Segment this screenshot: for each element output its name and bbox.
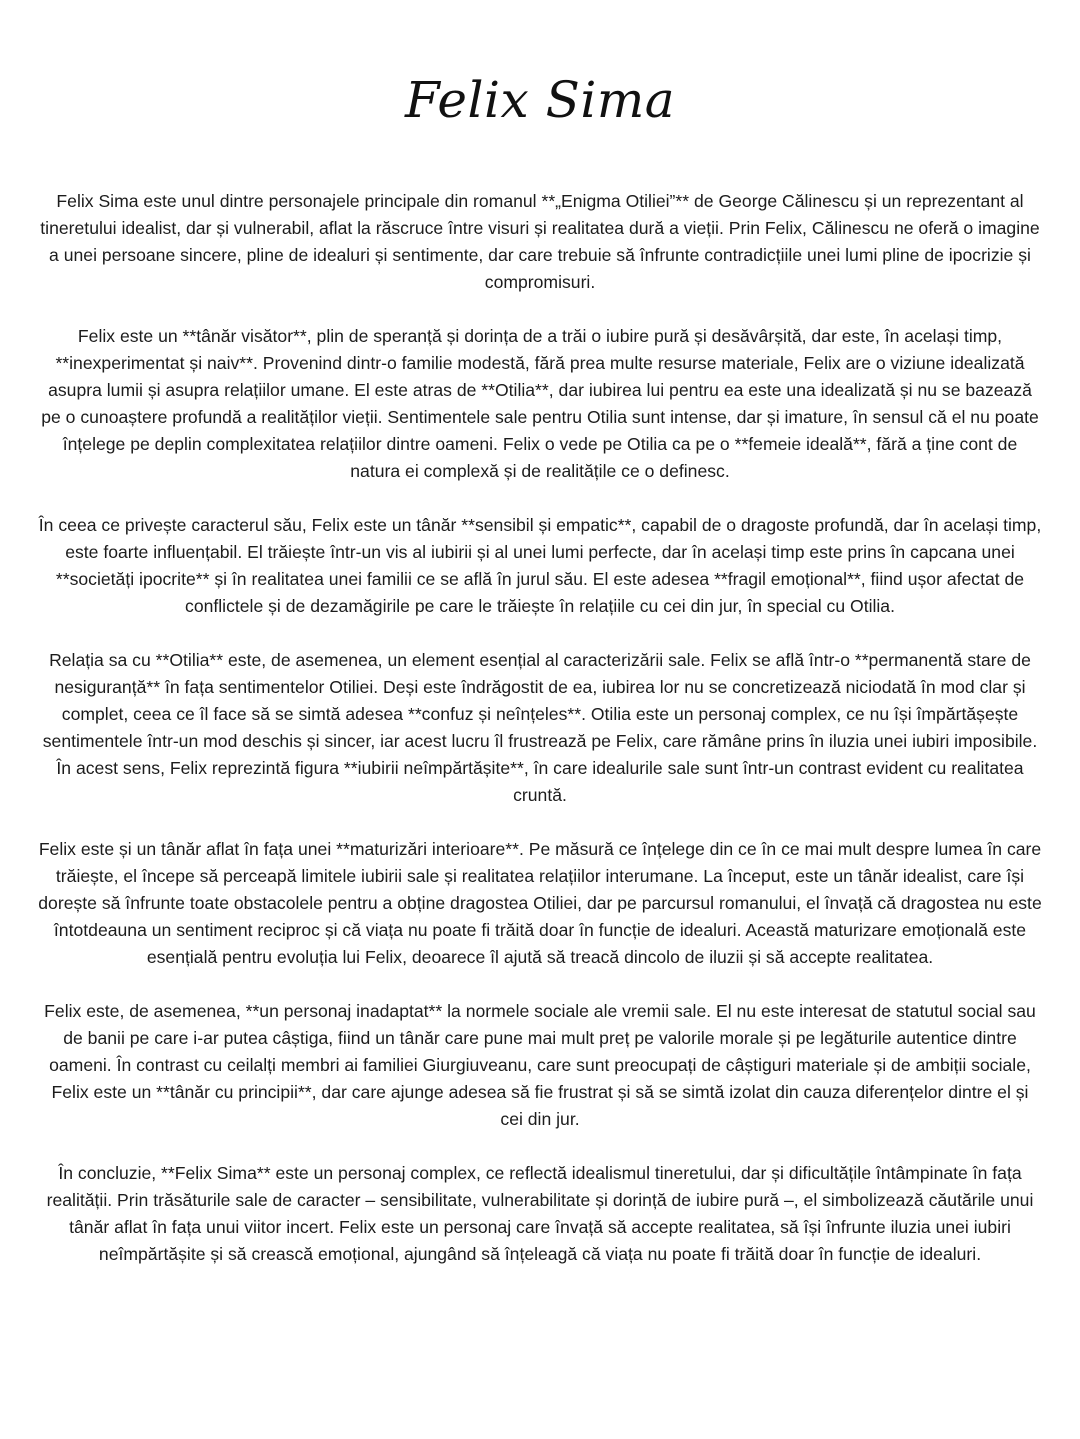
paragraph-character: În ceea ce privește caracterul său, Felix este un tânăr **sensibil și empatic**, capabil de o dragoste profundă, dar în același timp, este foarte influențabil. El trăiește într-un vis al iubirii și al unei lumi perfecte, dar în același timp este prins în capcana unei **societăți ipocrite** și în realitatea unei familii ce se află în jurul său. El este adesea **fragil emoțional**, fiind ușor afectat de conflictele și de dezamăgirile pe care le trăiește în relațiile cu cei din jur, în special cu Otilia. (38, 515, 1042, 616)
paragraph-intro: Felix Sima este unul dintre personajele principale din romanul **„Enigma Otiliei”** de George Călinescu și un reprezentant al tineretului idealist, dar și vulnerabil, aflat la răscruce între visuri și realitatea dură a vieții. Prin Felix, Călinescu ne oferă o imagine a unei persoane sincere, pline de idealuri și sentimente, dar care trebuie să înfrunte contradicțiile unei lumi pline de ipocrizie și compromisuri. (40, 191, 1040, 292)
document-body (38, 188, 1042, 1268)
paragraph-inadapted: Felix este, de asemenea, **un personaj inadaptat** la normele sociale ale vremii sale. El nu este interesat de statutul social sau de banii pe care i-ar putea câștiga, fiind un tânăr care pune mai mult preț pe valorile morale și pe legăturile autentice dintre oameni. În contrast cu ceilalți membri ai familiei Giurgiuveanu, care sunt preocupați de câștiguri materiale și de ambiții sociale, Felix este un **tânăr cu principii**, dar care ajunge adesea să fie frustrat și să se simtă izolat din cauza diferențelor dintre el și cei din jur. (44, 1001, 1036, 1129)
page-title: Felix Sima (404, 71, 676, 129)
paragraph-conclusion: În concluzie, **Felix Sima** este un personaj complex, ce reflectă idealismul tineretului, dar și dificultățile întâmpinate în fața realității. Prin trăsăturile sale de caracter – sensibilitate, vulnerabilitate și dorință de iubire pură –, el simbolizează căutările unui tânăr aflat în fața unui viitor incert. Felix este un personaj care învață să accepte realitatea, să își înfrunte iluzia unei iubiri neîmpărtășite și să crească emoțional, ajungând să înțeleagă că viața nu poate fi trăită doar în funcție de idealuri. (46, 1163, 1034, 1264)
paragraph-relationship: Relația sa cu **Otilia** este, de asemenea, un element esențial al caracterizării sale. Felix se află într-o **permanentă stare de nesiguranță** în fața sentimentelor Otiliei. Deși este îndrăgostit de ea, iubirea lor nu se concretizează niciodată în mod clar și complet, ceea ce îl face să se simtă adesea **confuz și neînțeles**. Otilia este un personaj complex, ce nu își împărtășește sentimentele într-un mod deschis și sincer, iar acest lucru îl frustrează pe Felix, care rămâne prins în iluzia unei iubiri imposibile. În acest sens, Felix reprezintă figura **iubirii neîmpărtășite**, în care idealurile sale sunt într-un contrast evident cu realitatea cruntă. (42, 650, 1038, 805)
paragraph-dreamer: Felix este un **tânăr visător**, plin de speranță și dorința de a trăi o iubire pură și desăvârșită, dar este, în același timp, **inexperimentat și naiv**. Provenind dintr-o familie modestă, fără prea multe resurse materiale, Felix are o viziune idealizată asupra lumii și asupra relațiilor umane. El este atras de **Otilia**, dar iubirea lui pentru ea este una idealizată și nu se bazează pe o cunoaștere profundă a realităților vieții. Sentimentele sale pentru Otilia sunt intense, dar și imature, în sensul că el nu poate înțelege pe deplin complexitatea relațiilor dintre oameni. Felix o vede pe Otilia ca pe o **femeie ideală**, fără a ține cont de natura ei complexă și de realitățile ce o definesc. (41, 326, 1039, 481)
paragraph-maturation: Felix este și un tânăr aflat în fața unei **maturizări interioare**. Pe măsură ce înțelege din ce în ce mai mult despre lumea în care trăiește, el începe să perceapă limitele iubirii sale și realitatea relațiilor interumane. La început, este un tânăr idealist, care își dorește să înfrunte toate obstacolele pentru a obține dragostea Otiliei, dar pe parcursul romanului, el învață că dragostea nu este întotdeauna un sentiment reciproc și că viața nu poate fi trăită doar în funcție de idealuri. Această maturizare emoțională este esențială pentru evoluția lui Felix, deoarece îl ajută să treacă dincolo de iluzii și să accepte realitatea. (38, 839, 1042, 967)
